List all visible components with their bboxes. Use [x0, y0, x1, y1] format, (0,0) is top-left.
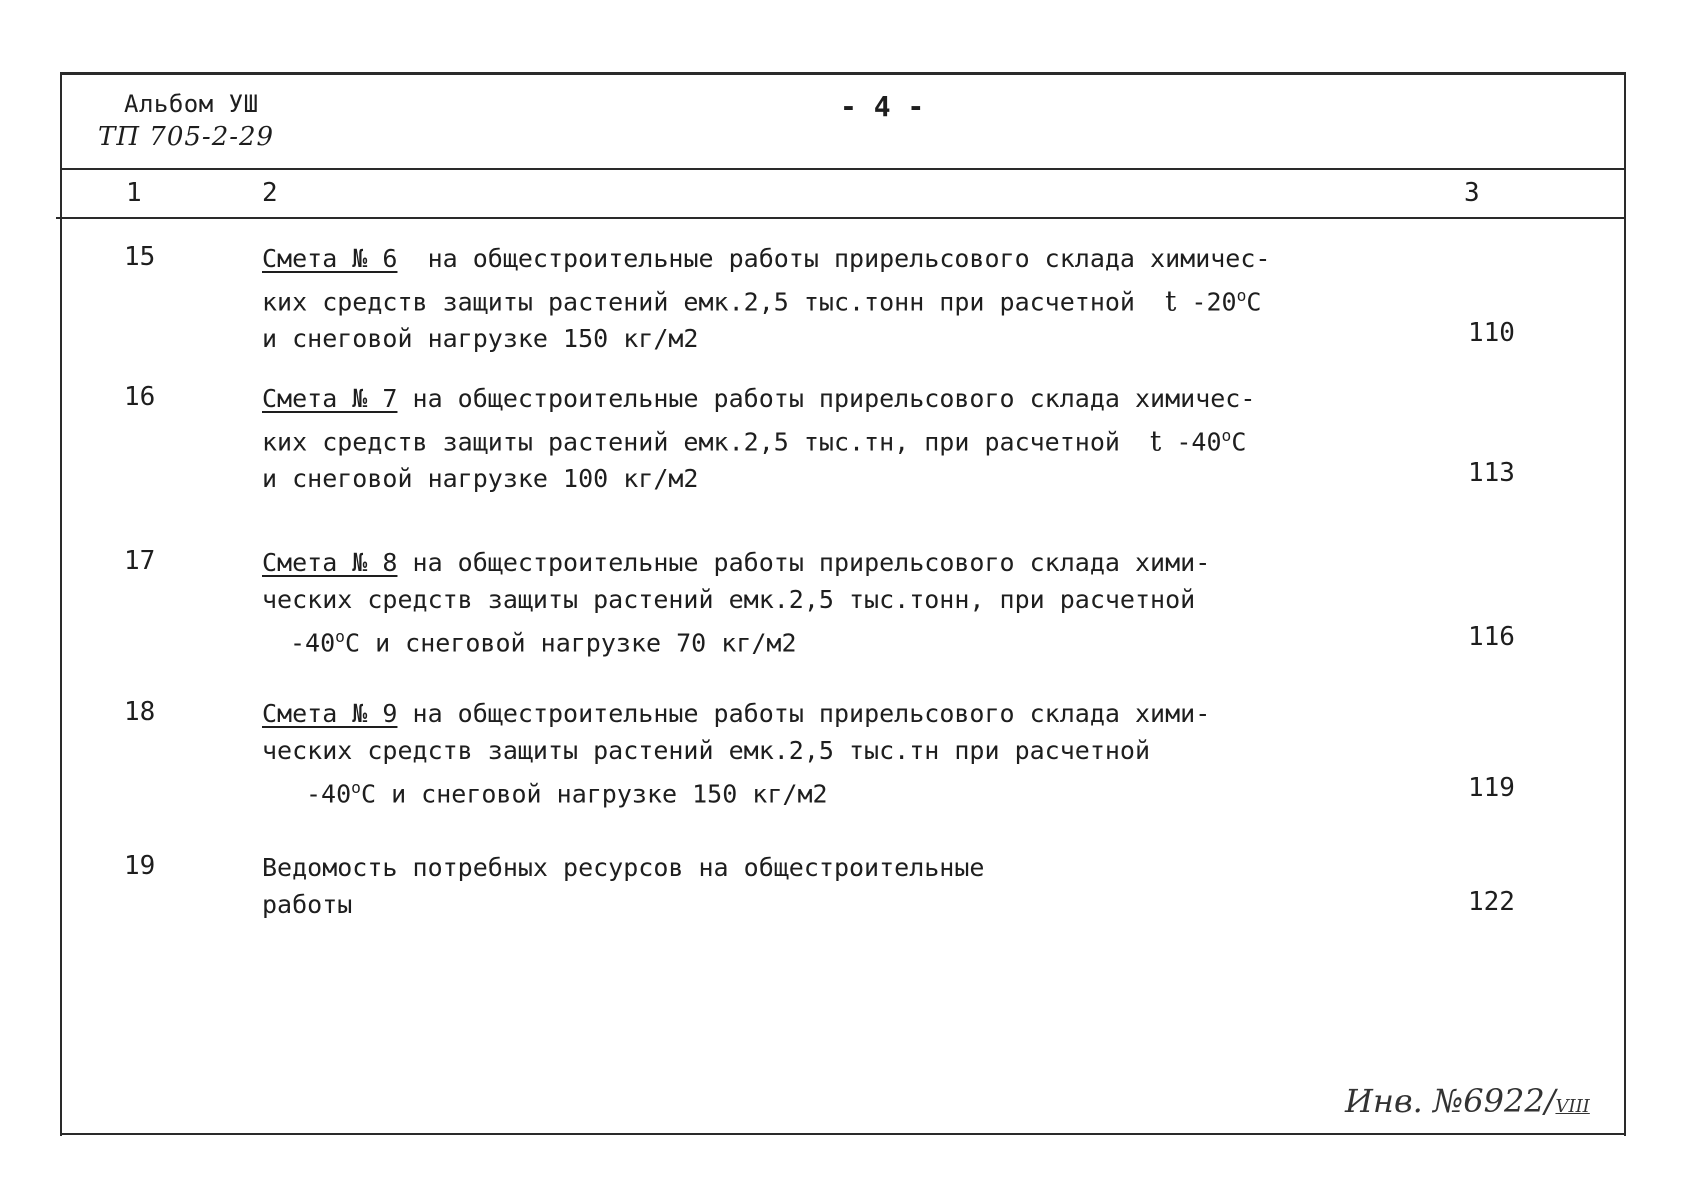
temperature-symbol: t [1165, 284, 1177, 318]
desc-line: работы [262, 890, 353, 919]
header-divider [60, 168, 1626, 170]
frame-bottom [60, 1133, 1626, 1135]
desc-line: на общестроительные работы прирельсового склада химичес- [412, 384, 1256, 413]
column-header-1: 1 [126, 178, 142, 208]
inventory-sub: VIII [1555, 1096, 1590, 1117]
row-description: Смета № 9 на общестроительные работы прирельсового склада хими- ческих средств защиты растений емк.2,5 тыс.тн при расчетной -40$^o$C и снеговой нагрузке 150 кг/м2 [262, 699, 1211, 809]
desc-line: и снеговой нагрузке 100 кг/м2 [262, 464, 699, 494]
frame-right [1624, 72, 1626, 1136]
column-header-2: 2 [262, 178, 278, 208]
desc-line: и снеговой нагрузке 150 кг/м2 [391, 779, 828, 809]
inventory-main: Инв. №6922/ [1345, 1082, 1556, 1120]
frame-top [62, 72, 1624, 75]
row-description [262, 849, 1322, 923]
column-header-3: 3 [1464, 178, 1480, 208]
row-page: 119 [1468, 773, 1515, 803]
row-page: 122 [1468, 887, 1515, 917]
temperature-unit: C [1246, 287, 1262, 317]
desc-line: на общестроительные работы прирельсового склада химичес- [427, 244, 1271, 273]
row-page: 116 [1468, 622, 1515, 652]
column-header-divider [56, 217, 1626, 219]
desc-line: ческих средств защиты растений емк.2,5 тыс.тонн, при расчетной [262, 585, 1196, 614]
row-number: 18 [124, 697, 156, 727]
temperature-value: -40 [1176, 427, 1222, 457]
row-number: 16 [124, 382, 156, 412]
temperature-unit: C [344, 628, 361, 658]
temperature-value: -40 [290, 628, 336, 658]
desc-line: ких средств защиты растений емк.2,5 тыс.тонн при расчетной [262, 287, 1135, 317]
album-label: Альбом УШ [124, 90, 259, 118]
row-description: Смета № 8 на общестроительные работы прирельсового склада хими- ческих средств защиты растений емк.2,5 тыс.тонн, при расчетной -40$^o$C и снеговой нагрузке 70 кг/м2 [262, 548, 1211, 658]
desc-line: ких средств защиты растений емк.2,5 тыс.тн, при расчетной [262, 427, 1120, 457]
row-number: 19 [124, 851, 156, 881]
desc-line: ческих средств защиты растений емк.2,5 тыс.тн при расчетной [262, 736, 1151, 765]
inventory-number [1345, 1082, 1590, 1120]
row-description: Смета № 6 на общестроительные работы прирельсового склада химичес- ких средств защиты растений емк.2,5 тыс.тонн при расчетной t -20$^o$C и снеговой нагрузке 150 кг/м2 [262, 244, 1271, 354]
temperature-symbol: t [1150, 424, 1162, 458]
desc-line: Ведомость потребных ресурсов на общестроительные [262, 853, 985, 882]
temperature-value: -40 [306, 779, 352, 809]
row-number: 15 [124, 242, 156, 272]
desc-line: на общестроительные работы прирельсового склада хими- [412, 548, 1211, 577]
row-number: 17 [124, 546, 156, 576]
temperature-unit: C [1231, 427, 1247, 457]
desc-line: и снеговой нагрузке 70 кг/м2 [375, 628, 797, 658]
desc-line: на общестроительные работы прирельсового склада хими- [412, 699, 1211, 728]
page-number: - 4 - [840, 90, 925, 123]
estimate-title: Смета № 6 [262, 244, 398, 273]
row-page: 110 [1468, 318, 1515, 348]
frame-left [60, 72, 62, 1136]
tp-code: ТП 705-2-29 [98, 122, 275, 152]
estimate-title: Смета № 8 [262, 548, 398, 577]
desc-line: и снеговой нагрузке 150 кг/м2 [262, 324, 699, 354]
row-page: 113 [1468, 458, 1515, 488]
temperature-value: -20 [1191, 287, 1237, 317]
temperature-unit: C [360, 779, 377, 809]
row-description: Смета № 7 на общестроительные работы прирельсового склада химичес- ких средств защиты растений емк.2,5 тыс.тн, при расчетной t -40$^o$C и снеговой нагрузке 100 кг/м2 [262, 384, 1256, 494]
estimate-title: Смета № 7 [262, 384, 398, 413]
estimate-title: Смета № 9 [262, 699, 398, 728]
